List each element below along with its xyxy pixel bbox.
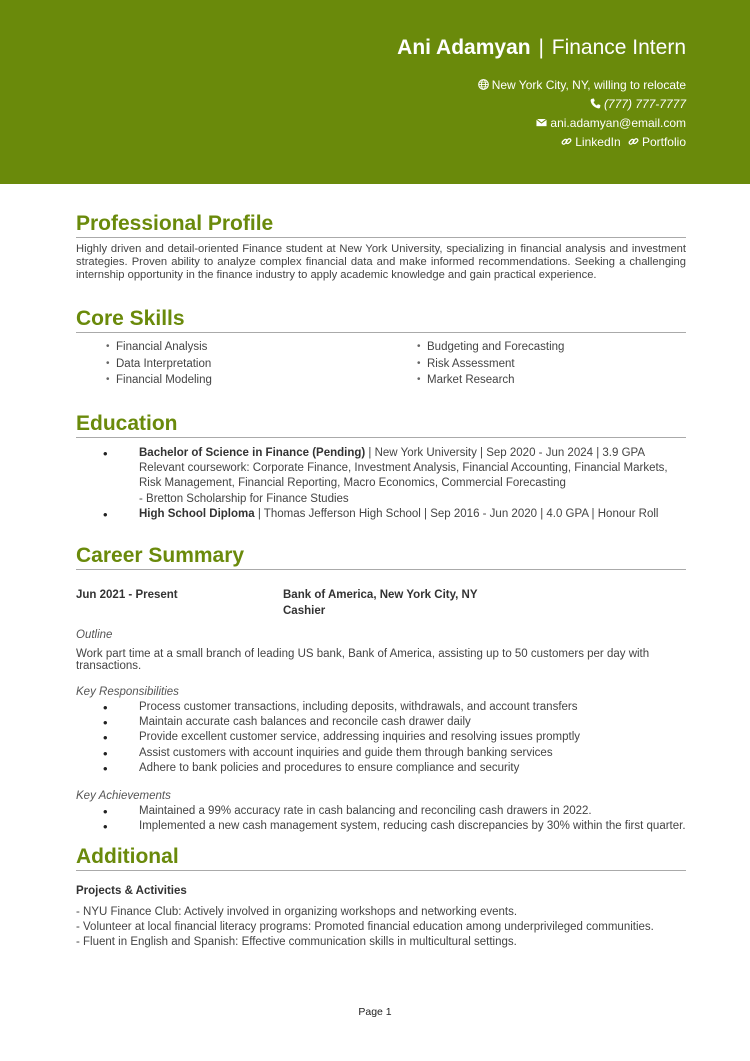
education-item [76, 446, 686, 507]
responsibility-item: • Maintain accurate cash balances and reconcile cash drawer daily [76, 715, 686, 730]
skill-item: • Data Interpretation [106, 356, 417, 373]
projects-list [76, 905, 686, 951]
achievements-list [76, 804, 686, 834]
linkedin-link[interactable]: LinkedIn [575, 135, 621, 149]
responsibilities-list [76, 700, 686, 776]
education-item [76, 507, 686, 522]
job-employer: Bank of America, New York City, NY [283, 589, 478, 601]
skill-item: • Financial Analysis [106, 339, 417, 356]
phone-icon [590, 98, 601, 109]
achievements-label: Key Achievements [76, 790, 171, 803]
responsibility-item: • Adhere to bank policies and procedures to ensure compliance and security [76, 761, 686, 776]
skill-item: • Financial Modeling [106, 372, 417, 389]
page-number: Page 1 [358, 1006, 392, 1018]
achievement-item: • Implemented a new cash management system, reducing cash discrepancies by 30% within the first quarter. [76, 819, 686, 834]
skills-column-1 [106, 339, 417, 389]
degree-details: | Thomas Jefferson High School | Sep 2016 - Jun 2020 | 4.0 GPA | Honour Roll [254, 507, 659, 520]
outline-label: Outline [76, 629, 113, 641]
job-date: Jun 2021 - Present [76, 589, 178, 601]
phone-line[interactable] [478, 95, 686, 114]
education-section [76, 412, 686, 522]
responsibilities-label: Key Responsibilities [76, 686, 179, 698]
coursework-text: Relevant coursework: Corporate Finance, Investment Analysis, Financial Accounting, Financial Markets, Risk Management, Financial Reporting, Macro Economics, Commercial Forecasting [139, 462, 668, 490]
skill-item: • Market Research [417, 372, 564, 389]
skills-section [76, 307, 686, 389]
scholarship-text: - Bretton Scholarship for Finance Studies [139, 492, 349, 505]
project-line: - NYU Finance Club: Actively involved in organizing workshops and networking events. [76, 906, 518, 918]
education-heading: Education [76, 412, 686, 438]
skills-heading: Core Skills [76, 307, 686, 333]
project-line: - Volunteer at local financial literacy programs: Promoted financial education among underprivileged communities. [76, 921, 654, 934]
portfolio-link[interactable]: Portfolio [641, 135, 686, 149]
globe-icon [478, 79, 489, 90]
phone-text[interactable]: (777) 777-7777 [603, 97, 686, 111]
email-line[interactable] [478, 114, 686, 133]
location-line [478, 76, 686, 95]
header-banner [0, 0, 750, 184]
profile-heading: Professional Profile [76, 212, 686, 238]
profile-section [76, 212, 686, 282]
responsibility-item: • Provide excellent customer service, addressing inquiries and resolving issues promptly [76, 730, 686, 745]
skills-grid [76, 339, 686, 389]
additional-heading: Additional [76, 845, 686, 871]
degree-name: High School Diploma [139, 507, 255, 520]
envelope-icon [536, 117, 547, 128]
project-line: - Fluent in English and Spanish: Effective communication skills in multicultural settings. [76, 936, 517, 949]
education-list [76, 446, 686, 522]
job-role: Cashier [283, 604, 326, 617]
job-header [76, 588, 686, 619]
responsibility-item: • Assist customers with account inquiries and guide them through banking services [76, 746, 686, 761]
link-icon [561, 136, 572, 147]
degree-details: | New York University | Sep 2020 - Jun 2024 | 3.9 GPA [365, 447, 646, 459]
career-heading: Career Summary [76, 544, 686, 570]
responsibility-item: • Process customer transactions, including deposits, withdrawals, and account transfers [76, 700, 686, 715]
email-text[interactable]: ani.adamyan@email.com [550, 116, 686, 130]
job-title: Finance Intern [551, 36, 686, 59]
additional-section [76, 845, 686, 951]
skill-item: • Budgeting and Forecasting [417, 339, 564, 356]
skills-column-2 [417, 339, 564, 389]
achievement-item: • Maintained a 99% accuracy rate in cash balancing and reconciling cash drawers in 2022. [76, 804, 686, 819]
contact-block [478, 76, 686, 152]
candidate-name: Ani Adamyan [397, 36, 531, 59]
degree-name: Bachelor of Science in Finance (Pending) [139, 447, 366, 459]
location-text: New York City, NY, willing to relocate [491, 78, 686, 92]
skill-item: • Risk Assessment [417, 356, 564, 373]
job-employer-block [283, 588, 478, 619]
career-section [76, 544, 686, 834]
name-separator: | [538, 36, 544, 59]
link-icon [628, 136, 639, 147]
projects-heading: Projects & Activities [76, 885, 187, 897]
links-line [478, 133, 686, 152]
outline-text: Work part time at a small branch of leading US bank, Bank of America, assisting up to 50 customers per day with transactions. [76, 648, 650, 672]
profile-summary: Highly driven and detail-oriented Finance student at New York University, specializing in financial analysis and investment strategies. Proven ability to analyze complex financial data and make informed recommendations. Seeking a challenging internship opportunity in the finance industry to apply academic knowledge and gain practical experience. [76, 243, 686, 281]
header-name-row [397, 36, 686, 60]
